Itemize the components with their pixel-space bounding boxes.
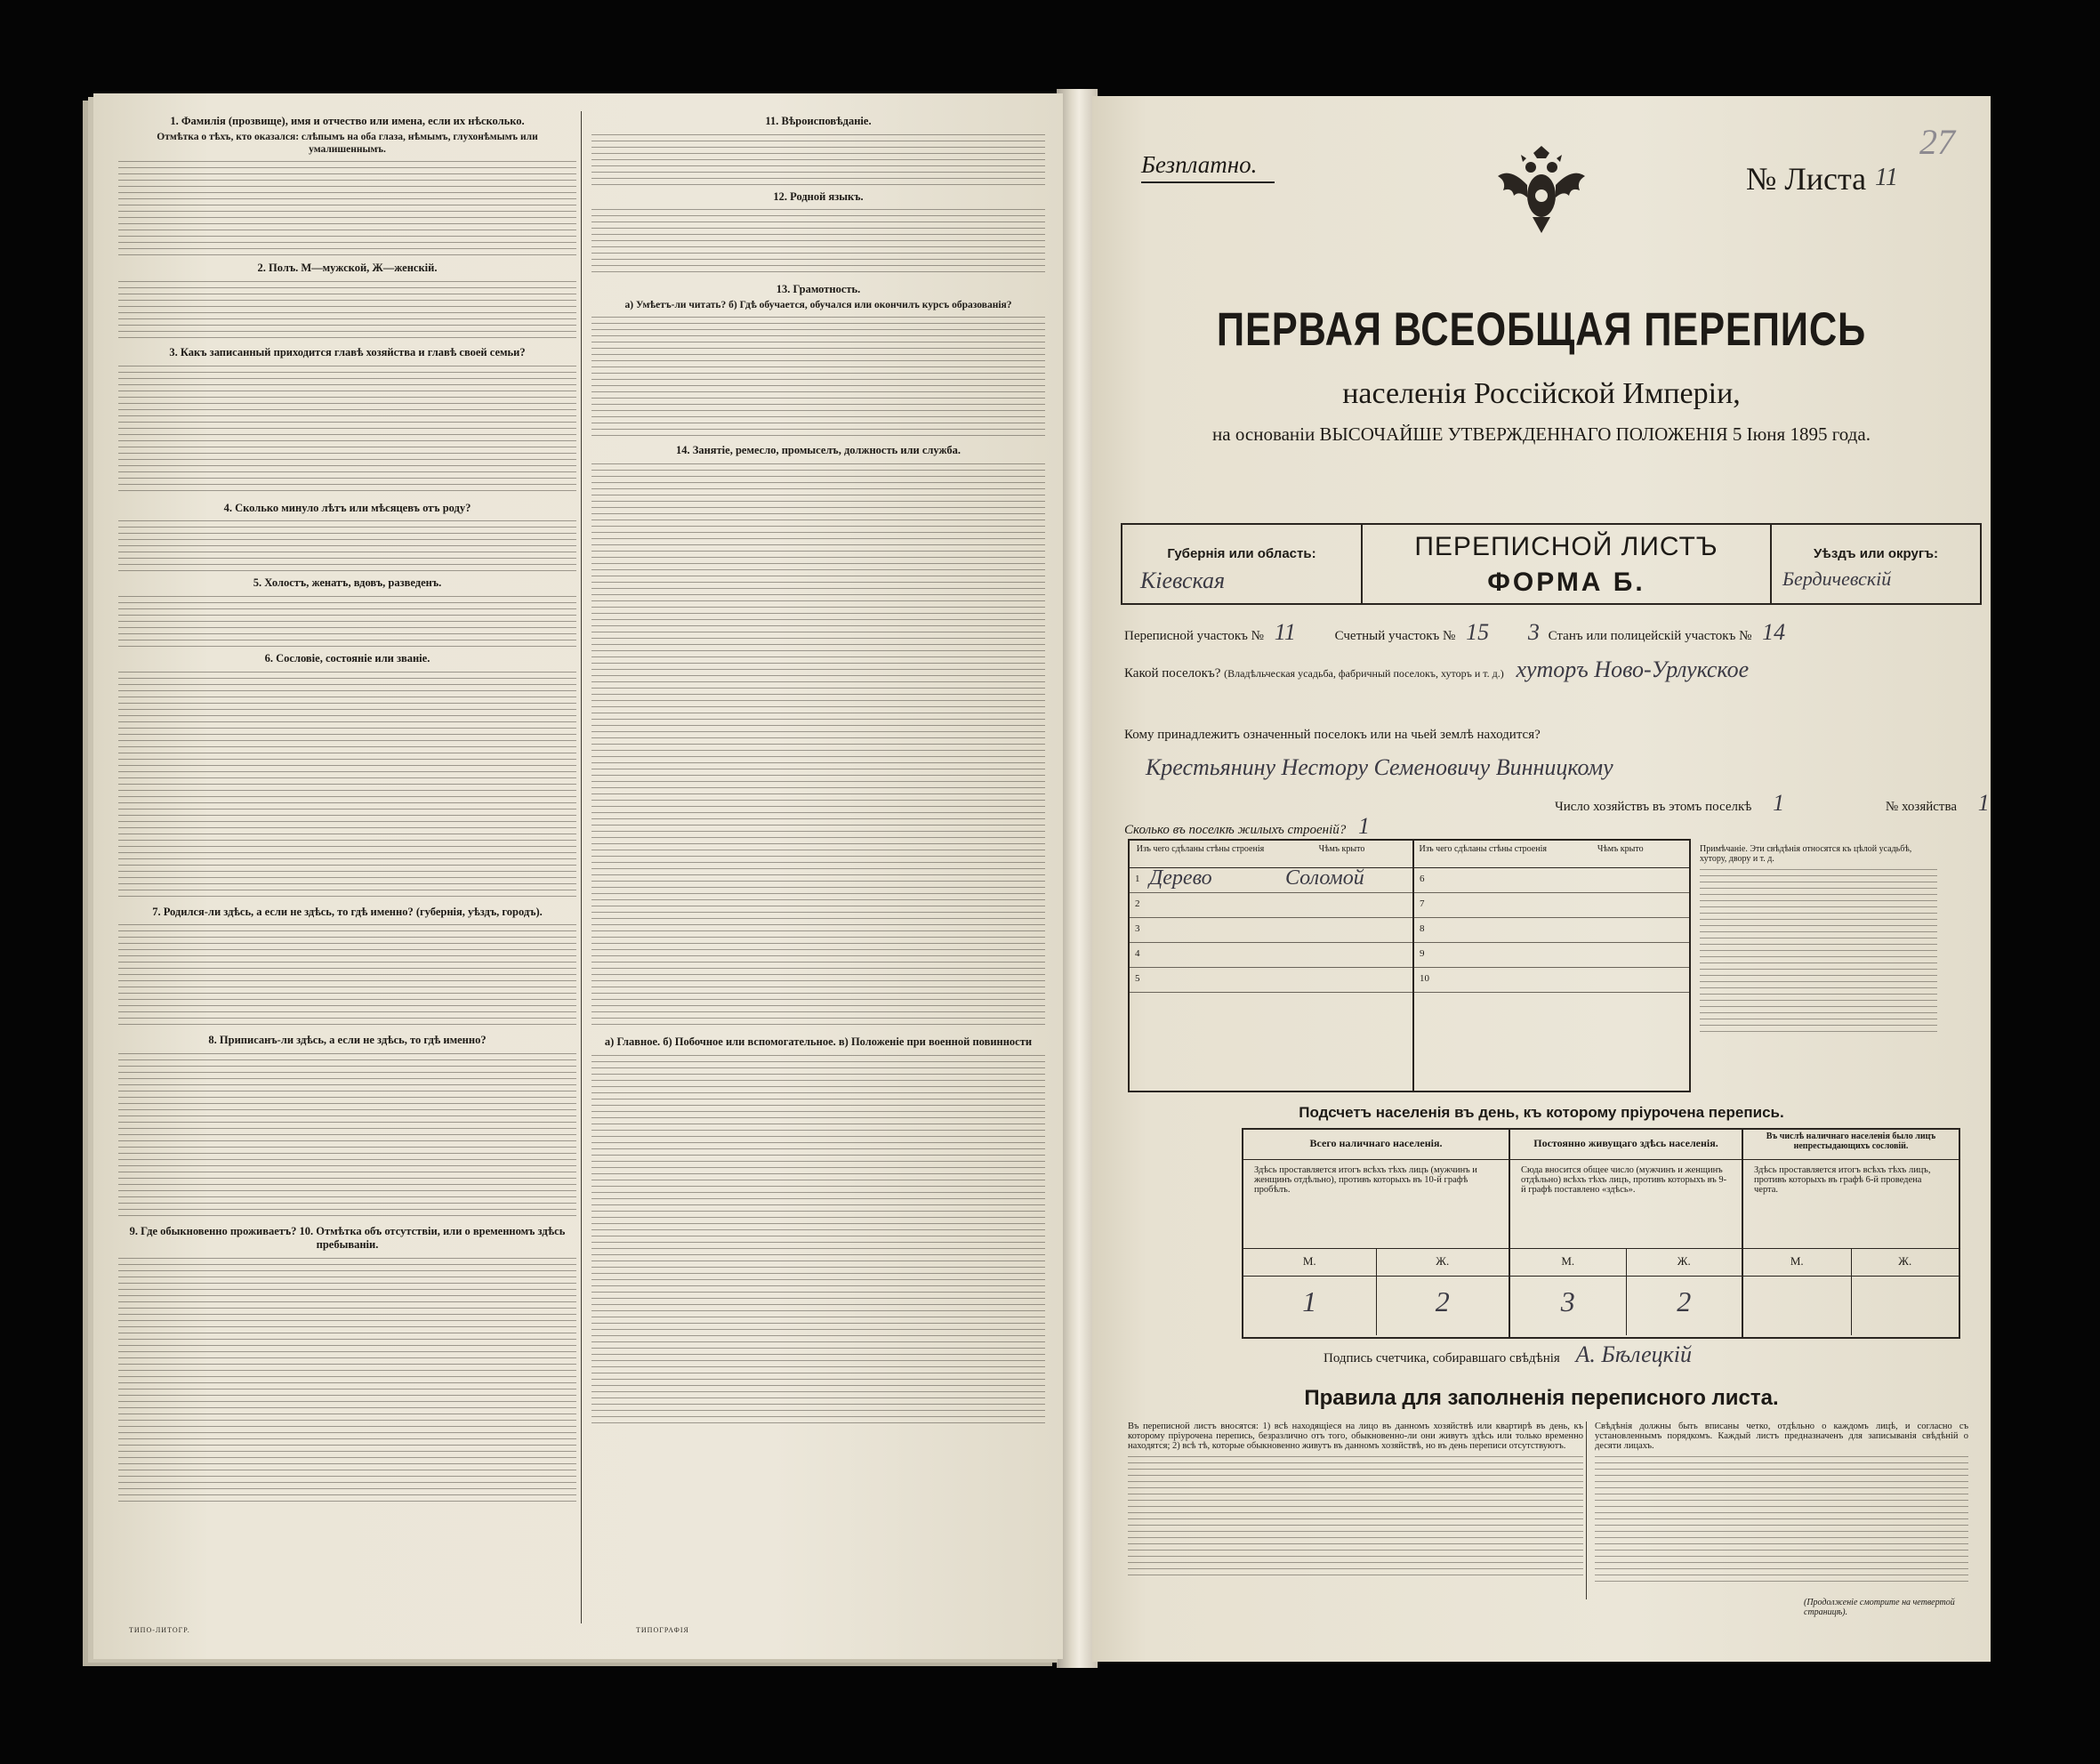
female-header-3: Ж.: [1898, 1254, 1912, 1268]
building-row: [1414, 918, 1689, 943]
building-row-number: 7: [1420, 898, 1425, 909]
buildings-table: [1128, 839, 1946, 1092]
instruction-heading: 2. Полъ. М—мужской, Ж—женскій.: [257, 262, 438, 275]
total-present-header: Всего наличнаго населенія.: [1243, 1130, 1509, 1160]
printer-footer-right: ТИПОГРАФІЯ: [636, 1626, 689, 1634]
form-type-cell: [1363, 523, 1770, 605]
households-row: [1555, 790, 1990, 817]
instruction-heading: 5. Холостъ, женатъ, вдовъ, разведенъ.: [253, 576, 442, 590]
building-row-number: 6: [1420, 874, 1425, 884]
rules-divider: [1586, 1422, 1587, 1599]
uezd-label: Уѣздъ или округъ:: [1813, 546, 1939, 561]
perepisnoi-label: Переписной участокъ №: [1124, 629, 1264, 643]
buildings-table-part-b: [1414, 839, 1691, 1092]
form-header-box: [1121, 523, 1982, 605]
male-header-2: М.: [1510, 1249, 1627, 1276]
building-material: Дерево: [1149, 866, 1212, 890]
instruction-heading: 6. Сословіе, состояніе или званіе.: [264, 651, 430, 665]
buildings-table-part-a: [1128, 839, 1414, 1092]
instruction-body-text: [118, 1051, 576, 1220]
building-row-number: 5: [1135, 973, 1140, 984]
uezd-value: Бердичевскій: [1782, 568, 1892, 590]
household-no-label: № хозяйства: [1885, 800, 1958, 814]
walls-header: Изъ чего сдѣланы стѣны строенія: [1136, 844, 1265, 854]
owner-label: Кому принадлежитъ означенный поселокъ или на чьей землѣ находится?: [1124, 728, 1541, 742]
nonresident-column: [1743, 1130, 1959, 1337]
building-roof: Соломой: [1285, 866, 1364, 890]
building-row-number: 2: [1135, 898, 1140, 909]
owner-value-row: [1146, 754, 1613, 781]
form-subtitle: населенія Россійской Имперіи,: [1342, 377, 1741, 410]
building-row-number: 9: [1420, 948, 1425, 959]
building-row-number: 8: [1420, 923, 1425, 934]
instruction-heading: а) Главное. б) Побочное или вспомогательное. в) Положеніе при военной повинности: [604, 1035, 1033, 1048]
instruction-body-text: [591, 1052, 1045, 1426]
instruction-body-text: [118, 922, 576, 1028]
permanent-header: Постоянно живущаго здѣсь населенія.: [1510, 1130, 1742, 1160]
building-row: [1414, 943, 1689, 968]
rules-title: Правила для заполненія переписного листа.: [1304, 1386, 1779, 1410]
total-present-column: [1243, 1130, 1510, 1337]
buildings-note-text: Примѣчаніе. Эти свѣдѣнія относятся къ цѣлой усадьбѣ, хутору, двору и т. д.: [1700, 844, 1912, 864]
total-present-text: Здѣсь проставляется итогъ всѣхъ тѣхъ лицъ (мужчинъ и женщинъ отдѣльно), противъ которыхъ въ 10-й графѣ пробѣлъ.: [1243, 1160, 1509, 1249]
building-row: [1130, 968, 1412, 993]
settlement-hint: (Владѣльческая усадьба, фабричный поселокъ, хуторъ и т. д.): [1224, 667, 1504, 680]
settlement-label: Какой поселокъ?: [1124, 666, 1221, 681]
schetny-label: Счетный участокъ №: [1334, 629, 1456, 643]
instruction-body-text: [118, 518, 576, 571]
instruction-body-text: [591, 314, 1045, 439]
instruction-body-text: [118, 278, 576, 341]
walls-header-2: Изъ чего сдѣланы стѣны строенія: [1419, 844, 1547, 854]
sheet-number-value: 11: [1875, 164, 1898, 191]
population-count-table: [1242, 1128, 1960, 1339]
building-row: [1130, 893, 1412, 918]
rules-column-b: [1595, 1422, 1968, 1590]
building-row: [1414, 868, 1689, 893]
buildings-value: 1: [1358, 813, 1371, 839]
gubernia-label: Губернія или область:: [1167, 546, 1316, 561]
instruction-body-text: [118, 1255, 576, 1504]
uezd-cell: [1770, 523, 1982, 605]
instruction-heading: 13. Грамотность.: [776, 283, 861, 296]
buildings-label: Сколько въ поселкѣ жилыхъ строеній?: [1124, 823, 1347, 837]
building-row-number: 4: [1135, 948, 1140, 959]
left-page-instructions: [93, 93, 1063, 1659]
census-form-page: [1092, 96, 1991, 1662]
instruction-heading: 4. Сколько минуло лѣтъ или мѣсяцевъ отъ роду?: [223, 501, 471, 514]
instruction-heading: 3. Какъ записанный приходится главѣ хозяйства и главѣ своей семьи?: [169, 346, 526, 358]
enumerator-signature-row: [1324, 1341, 1692, 1368]
instruction-body-text: [118, 669, 576, 900]
building-row: [1130, 943, 1412, 968]
nonresident-text: Здѣсь проставляется итогъ всѣхъ тѣхъ лицъ, противъ которыхъ въ графѣ 6-й проведена черта.: [1743, 1160, 1959, 1249]
pencil-page-number: 27: [1919, 122, 1955, 162]
female-header: Ж.: [1436, 1254, 1450, 1268]
male-header-3: М.: [1743, 1249, 1852, 1276]
building-row: [1414, 968, 1689, 993]
instructions-column-b: [591, 109, 1045, 1429]
signature-value: А. Бѣлецкій: [1575, 1341, 1693, 1367]
total-male-value: 1: [1243, 1277, 1377, 1335]
building-row: [1414, 893, 1689, 918]
form-title: ПЕРВАЯ ВСЕОБЩАЯ ПЕРЕПИСЬ: [1216, 303, 1867, 356]
owner-row: [1124, 728, 1541, 743]
buildings-note: [1691, 839, 1946, 1092]
instruction-body-text: [118, 158, 576, 256]
district-numbers-row: [1124, 619, 1785, 646]
instruction-heading: 8. Приписанъ-ли здѣсь, а если не здѣсь, то гдѣ именно?: [208, 1034, 487, 1047]
instruction-body-text: [118, 593, 576, 647]
households-value: 1: [1773, 790, 1785, 816]
instruction-heading: 7. Родился-ли здѣсь, а если не здѣсь, то гдѣ именно? (губернія, уѣздъ, городъ).: [152, 905, 543, 918]
rules-text-a: Въ переписной листъ вносятся: 1) всѣ находящіеся на лицо въ данномъ хозяйствѣ или квартирѣ въ день, къ которому пріурочена перепись, безразлично отъ того, обыкновенно-ли они живутъ здѣсь или только временно находятся; 2) всѣ тѣ, которые обыкновенно живутъ въ данномъ хозяйствѣ, но въ день переписи отсутствуютъ.: [1128, 1422, 1583, 1451]
building-row-number: 1: [1135, 874, 1140, 884]
schetny-value: 15: [1466, 619, 1490, 645]
building-row: [1130, 918, 1412, 943]
stan-label: Станъ или полицейскій участокъ №: [1548, 629, 1752, 643]
permanent-text: Сюда вносится общее число (мужчинъ и женщинъ отдѣльно) всѣхъ тѣхъ лицъ, противъ которыхъ въ 9-й графѣ поставлено «здѣсь».: [1510, 1160, 1742, 1249]
instructions-column-a: [118, 109, 576, 1507]
instruction-heading: 1. Фамилія (прозвище), имя и отчество или имена, если их нѣсколько.: [170, 115, 525, 127]
double-headed-eagle-icon: [1493, 141, 1590, 238]
form-type: ФОРМА Б.: [1487, 568, 1645, 597]
household-no-value: 1: [1977, 790, 1990, 816]
buildings-row: [1124, 813, 1370, 840]
instruction-subheading: Отмѣтка о тѣхъ, кто оказался: слѣпымъ на оба глаза, нѣмымъ, глухонѣмымъ или умалишеннымъ.: [157, 131, 538, 155]
permanent-column: [1510, 1130, 1743, 1337]
settlement-value: хуторъ Ново-Урлукское: [1516, 656, 1750, 682]
instruction-body-text: [118, 363, 576, 496]
male-header: М.: [1243, 1249, 1377, 1276]
free-label: Безплатно.: [1141, 151, 1258, 178]
instruction-body-text: [591, 132, 1045, 185]
building-row-number: 3: [1135, 923, 1140, 934]
census-sheet-title: ПЕРЕПИСНОЙ ЛИСТЪ: [1414, 532, 1718, 561]
roof-header: Чѣмъ крыто: [1318, 844, 1365, 854]
instruction-heading: 14. Занятіе, ремесло, промыселъ, должность или служба.: [675, 444, 961, 457]
instruction-heading: 9. Где обыкновенно проживаетъ? 10. Отмѣтка объ отсутствіи, или о временномъ здѣсь пребываніи.: [129, 1224, 566, 1252]
total-female-value: 2: [1435, 1285, 1450, 1317]
instruction-subheading: а) Умѣетъ-ли читать? б) Гдѣ обучается, обучался или окончилъ курсъ образованія?: [624, 299, 1012, 310]
nonresident-male-value: [1743, 1277, 1852, 1335]
rules-continuation-note: (Продолженіе смотрите на четвертой страницѣ).: [1804, 1598, 1955, 1617]
printer-footer-left: ТИПО-ЛИТОГР.: [129, 1626, 190, 1634]
stan-value: 3: [1527, 619, 1540, 645]
nonresident-header: Въ числѣ наличнаго населенія было лицъ непрестыдающихъ сословій.: [1743, 1130, 1959, 1160]
permanent-male-value: 3: [1510, 1277, 1627, 1335]
instruction-body-text: [591, 206, 1045, 278]
instruction-heading: 11. Вѣроисповѣданіе.: [765, 115, 872, 127]
owner-value: Крестьянину Нестору Семеновичу Винницкому: [1146, 754, 1613, 780]
stan-value-2: 14: [1762, 619, 1786, 645]
instruction-heading: 12. Родной языкъ.: [773, 189, 864, 203]
rules-column-a: [1128, 1422, 1583, 1581]
column-divider: [581, 111, 582, 1623]
sheet-number-label: № Листа: [1746, 161, 1867, 197]
free-label-underline: [1141, 181, 1275, 183]
building-row: [1130, 868, 1412, 893]
gubernia-cell: [1121, 523, 1363, 605]
settlement-row: [1124, 656, 1749, 683]
households-label: Число хозяйствъ въ этомъ поселкѣ: [1555, 800, 1752, 814]
female-header-2: Ж.: [1677, 1254, 1691, 1268]
rules-text-b: Свѣдѣнія должны быть вписаны четко, отдѣльно о каждомъ лицѣ, и согласно съ установленнымъ порядкомъ. Каждый листъ предназначенъ для записыванія свѣдѣній о десяти лицахъ.: [1595, 1422, 1968, 1451]
population-count-title: Подсчетъ населенія въ день, къ которому пріурочена перепись.: [1299, 1104, 1784, 1121]
permanent-female-value: 2: [1677, 1285, 1692, 1317]
legal-basis: на основаніи ВЫСОЧАЙШЕ УТВЕРЖДЕННАГО ПОЛОЖЕНІЯ 5 Іюня 1895 года.: [1212, 423, 1871, 445]
building-row-number: 10: [1420, 973, 1429, 984]
instruction-body-text: [591, 461, 1045, 1030]
roof-header-2: Чѣмъ крыто: [1597, 844, 1644, 854]
gubernia-value: Кіевская: [1140, 568, 1226, 593]
signature-label: Подпись счетчика, собиравшаго свѣдѣнія: [1324, 1351, 1560, 1365]
nonresident-female-value: [1852, 1277, 1959, 1335]
perepisnoi-value: 11: [1274, 619, 1296, 645]
